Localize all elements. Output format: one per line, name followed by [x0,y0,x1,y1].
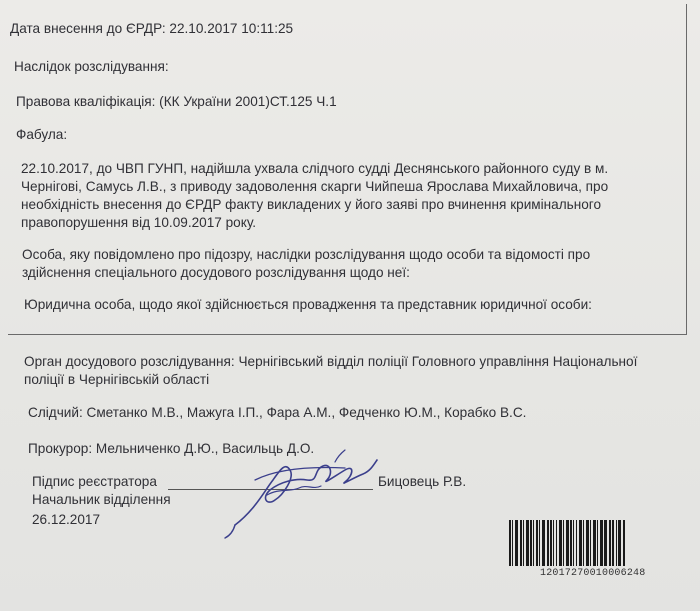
barcode-bar [593,520,596,566]
barcode [505,518,690,570]
legal-entity-line: Юридична особа, щодо якої здійснюється провадження та представник юридичної особи: [24,297,592,312]
barcode-bar [533,520,534,566]
barcode-bar [600,520,603,566]
barcode-bar [526,520,529,566]
barcode-bar [539,520,540,566]
barcode-bar [616,520,617,566]
organ-line: Орган досудового розслідування: Чернігівський відділ поліції Головного управління Національної [24,354,638,369]
barcode-bar [597,520,598,566]
organ-paragraph [24,353,637,389]
barcode-bar [623,520,625,566]
barcode-bar [542,520,545,566]
fabula-line: необхідність внесення до ЄРДР факту викладених у його заяві про вчинення кримінального [21,197,602,212]
barcode-bar [576,520,577,566]
fabula-line: правопорушення від 10.09.2017 року. [21,215,257,230]
fabula-paragraph [21,160,608,232]
barcode-bar [573,520,574,566]
barcode-bar [570,520,572,566]
barcode-bar [536,520,538,566]
registrar-name: Бицовець Р.В. [378,474,467,489]
barcode-bar [515,520,518,566]
barcode-bar [579,520,582,566]
prosecutor-line: Прокурор: Мельниченко Д.Ю., Васильць Д.О. [28,441,315,456]
barcode-bar [618,520,621,566]
barcode-bar [612,520,614,566]
barcode-bar [547,520,549,566]
fabula-line: Чернігові, Самусь Л.В., з приводу задоволення скарги Чийпеша Ярослава Михайловича, про [21,179,609,194]
barcode-bar [586,520,589,566]
investigation-result-line: Наслідок розслідування: [14,59,169,74]
barcode-bar [559,520,562,566]
handwritten-signature [195,440,395,540]
suspect-line: здійснення спеціального досудового розслідування щодо неї: [22,265,410,280]
barcode-bar [590,520,591,566]
erdr-date-line: Дата внесення до ЄРДР: 22.10.2017 10:11:25 [10,21,294,36]
barcode-bar [563,520,564,566]
registrar-label: Підпис реєстратора [32,474,157,489]
barcode-bar [556,520,557,566]
barcode-bar [583,520,584,566]
organ-line: поліції в Чернігівській області [24,372,210,387]
barcode-number: 12017270010006248 [540,568,646,579]
barcode-bar [520,520,522,566]
suspect-paragraph [22,246,590,282]
legal-qualification-line: Правова кваліфікація: (КК України 2001)СТ.125 Ч.1 [16,94,337,109]
barcode-bar [512,520,513,566]
barcode-bar [530,520,532,566]
barcode-bar [550,520,552,566]
barcode-bar [509,520,511,566]
fabula-label: Фабула: [16,127,68,142]
barcode-bar [604,520,607,566]
barcode-bar [609,520,611,566]
barcode-bar [523,520,524,566]
investigator-line: Слідчий: Сметанко М.В., Мажуга І.П., Фара А.М., Федченко Ю.М., Корабко В.С. [28,405,527,420]
document-date: 26.12.2017 [32,512,101,527]
barcode-bar [553,520,554,566]
fabula-line: 22.10.2017, до ЧВП ГУНП, надійшла ухвала слідчого судді Деснянського районного суду в м. [21,161,609,176]
head-of-department-label: Начальник відділення [32,492,171,507]
barcode-bar [566,520,569,566]
suspect-line: Особа, яку повідомлено про підозру, наслідки розслідування щодо особи та відомості про [22,247,591,262]
